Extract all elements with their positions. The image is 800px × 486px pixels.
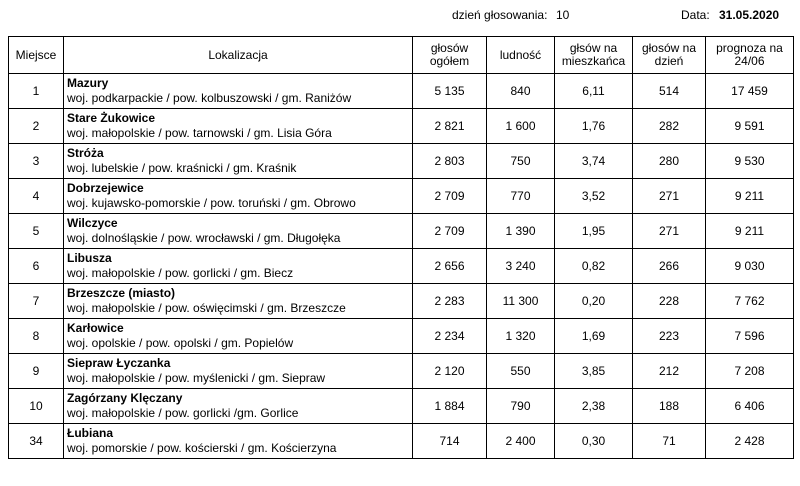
population-cell: 790 [487, 389, 555, 424]
table-row [9, 319, 794, 354]
locality-address: woj. opolskie / pow. opolski / gm. Popielów [67, 336, 294, 350]
population-cell: 770 [487, 179, 555, 214]
votes-per-resident-cell: 0,20 [555, 284, 633, 319]
col-header-forecast: prognoza na 24/06 [706, 37, 794, 74]
population-cell: 11 300 [487, 284, 555, 319]
population-cell: 550 [487, 354, 555, 389]
forecast-cell: 9 530 [706, 144, 794, 179]
forecast-cell: 9 591 [706, 109, 794, 144]
votes-per-resident-cell: 1,69 [555, 319, 633, 354]
location-cell [64, 284, 413, 319]
votes-per-day-cell: 514 [633, 74, 706, 109]
forecast-cell: 7 596 [706, 319, 794, 354]
votes-per-day-cell: 188 [633, 389, 706, 424]
votes-per-day-cell: 228 [633, 284, 706, 319]
date-label: Data: [681, 8, 710, 22]
table-row [9, 249, 794, 284]
votes-per-day-cell: 280 [633, 144, 706, 179]
forecast-cell: 9 211 [706, 179, 794, 214]
col-header-place: Miejsce [9, 37, 64, 74]
forecast-cell: 2 428 [706, 424, 794, 459]
place-cell: 2 [9, 109, 64, 144]
col-header-votes-per-day: głosów na dzień [633, 37, 706, 74]
votes-per-resident-cell: 6,11 [555, 74, 633, 109]
locality-name: Zagórzany Klęczany [67, 391, 183, 405]
population-cell: 2 400 [487, 424, 555, 459]
locality-address: woj. małopolskie / pow. gorlicki /gm. Gorlice [67, 406, 299, 420]
votes-total-cell: 2 656 [413, 249, 487, 284]
location-cell [64, 214, 413, 249]
locality-name: Dobrzejewice [67, 181, 144, 195]
place-cell: 6 [9, 249, 64, 284]
voting-day-value: 10 [556, 8, 570, 22]
population-cell: 1 390 [487, 214, 555, 249]
col-header-votes-total: głosów ogółem [413, 37, 487, 74]
place-cell: 7 [9, 284, 64, 319]
location-cell [64, 424, 413, 459]
col-header-location: Lokalizacja [64, 37, 413, 74]
population-cell: 840 [487, 74, 555, 109]
votes-per-resident-cell: 0,30 [555, 424, 633, 459]
votes-per-resident-cell: 0,82 [555, 249, 633, 284]
col-header-votes-per-resident: głsów na mieszkańca [555, 37, 633, 74]
locality-name: Mazury [67, 76, 109, 90]
place-cell: 34 [9, 424, 64, 459]
locality-name: Brzeszcze (miasto) [67, 286, 176, 300]
forecast-cell: 9 030 [706, 249, 794, 284]
table-row [9, 424, 794, 459]
votes-per-day-cell: 223 [633, 319, 706, 354]
place-cell: 9 [9, 354, 64, 389]
locality-name: Stróża [67, 146, 104, 160]
population-cell: 750 [487, 144, 555, 179]
table-row [9, 354, 794, 389]
table-row [9, 144, 794, 179]
votes-per-resident-cell: 1,76 [555, 109, 633, 144]
place-cell: 5 [9, 214, 64, 249]
locality-address: woj. małopolskie / pow. oświęcimski / gm. Brzeszcze [67, 301, 346, 315]
table-row [9, 284, 794, 319]
votes-per-resident-cell: 1,95 [555, 214, 633, 249]
population-cell: 1 600 [487, 109, 555, 144]
locality-address: woj. kujawsko-pomorskie / pow. toruński / gm. Obrowo [67, 196, 356, 210]
locality-address: woj. małopolskie / pow. myślenicki / gm. Siepraw [67, 371, 326, 385]
votes-total-cell: 2 821 [413, 109, 487, 144]
place-cell: 1 [9, 74, 64, 109]
location-cell [64, 319, 413, 354]
table-row [9, 74, 794, 109]
votes-total-cell: 5 135 [413, 74, 487, 109]
votes-per-day-cell: 266 [633, 249, 706, 284]
forecast-cell: 17 459 [706, 74, 794, 109]
locality-name: Karłowice [67, 321, 124, 335]
place-cell: 10 [9, 389, 64, 424]
table-row [9, 214, 794, 249]
location-cell [64, 144, 413, 179]
date-value: 31.05.2020 [719, 8, 780, 22]
locality-address: woj. podkarpackie / pow. kolbuszowski / gm. Raniżów [67, 91, 352, 105]
population-cell: 3 240 [487, 249, 555, 284]
locality-address: woj. dolnośląskie / pow. wrocławski / gm. Długołęka [67, 231, 341, 245]
locality-address: woj. pomorskie / pow. kościerski / gm. Kościerzyna [67, 441, 337, 455]
table-row [9, 389, 794, 424]
location-cell [64, 109, 413, 144]
ranking-table [8, 36, 794, 459]
locality-name: Siepraw Łyczanka [67, 356, 171, 370]
votes-total-cell: 2 120 [413, 354, 487, 389]
votes-total-cell: 1 884 [413, 389, 487, 424]
votes-per-resident-cell: 3,74 [555, 144, 633, 179]
forecast-cell: 7 208 [706, 354, 794, 389]
voting-day-label: dzień głosowania: [452, 8, 548, 22]
votes-per-resident-cell: 3,52 [555, 179, 633, 214]
forecast-cell: 9 211 [706, 214, 794, 249]
place-cell: 4 [9, 179, 64, 214]
header-row [9, 37, 794, 74]
votes-per-day-cell: 271 [633, 179, 706, 214]
votes-per-day-cell: 282 [633, 109, 706, 144]
locality-address: woj. małopolskie / pow. gorlicki / gm. Biecz [67, 266, 294, 280]
table-row [9, 179, 794, 214]
place-cell: 3 [9, 144, 64, 179]
location-cell [64, 74, 413, 109]
votes-total-cell: 2 234 [413, 319, 487, 354]
location-cell [64, 249, 413, 284]
locality-name: Libusza [67, 251, 112, 265]
forecast-cell: 7 762 [706, 284, 794, 319]
votes-per-day-cell: 271 [633, 214, 706, 249]
votes-per-day-cell: 71 [633, 424, 706, 459]
votes-per-resident-cell: 3,85 [555, 354, 633, 389]
locality-name: Łubiana [67, 426, 114, 440]
locality-address: woj. małopolskie / pow. tarnowski / gm. Lisia Góra [67, 126, 332, 140]
location-cell [64, 389, 413, 424]
population-cell: 1 320 [487, 319, 555, 354]
votes-total-cell: 2 803 [413, 144, 487, 179]
votes-per-day-cell: 212 [633, 354, 706, 389]
votes-per-resident-cell: 2,38 [555, 389, 633, 424]
table-row [9, 109, 794, 144]
location-cell [64, 179, 413, 214]
place-cell: 8 [9, 319, 64, 354]
votes-total-cell: 2 709 [413, 214, 487, 249]
table-body [9, 74, 794, 459]
col-header-population: ludność [487, 37, 555, 74]
locality-name: Wilczyce [67, 216, 118, 230]
votes-total-cell: 2 709 [413, 179, 487, 214]
location-cell [64, 354, 413, 389]
report-meta [0, 8, 800, 28]
votes-total-cell: 714 [413, 424, 487, 459]
forecast-cell: 6 406 [706, 389, 794, 424]
locality-address: woj. lubelskie / pow. kraśnicki / gm. Kraśnik [67, 161, 297, 175]
votes-total-cell: 2 283 [413, 284, 487, 319]
locality-name: Stare Żukowice [67, 111, 156, 125]
